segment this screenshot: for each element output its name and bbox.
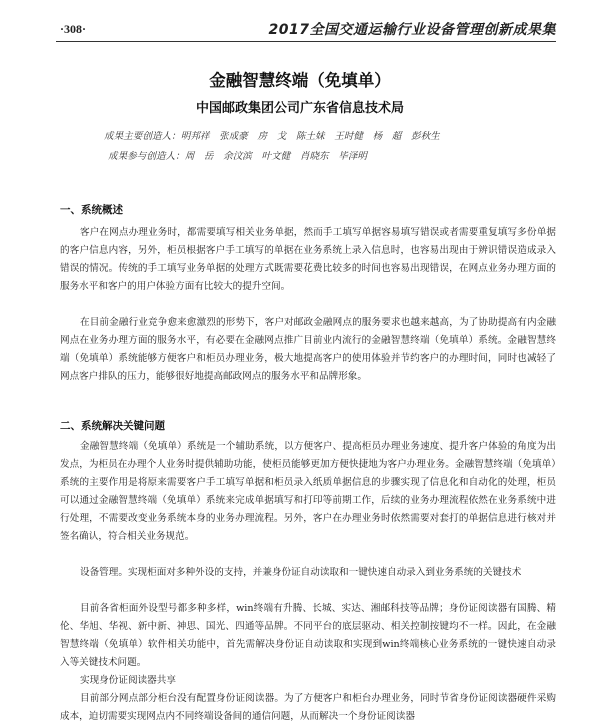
article-title: 金融智慧终端（免填单） bbox=[209, 71, 391, 90]
section-1-heading: 一、系统概述 bbox=[60, 204, 123, 216]
participants-label: 成果参与创造人： bbox=[108, 151, 185, 162]
section-2-paragraph-1: 金融智慧终端（免填单）系统是一个辅助系统，以方便客户、提高柜员办理业务速度、提升客户体验的角度为出发点，为柜员在办理个人业务时提供辅助功能，使柜员能够更加方便快捷地为客户办理业务。金融智慧终端（免填单）系统的主要作用是将原来需要客户手工填写单据和柜员录入纸质单据信息的步骤实现了信息化和自动化的处理，柜员可以通过金融智慧终端（免填单）系统来完成单据填写和打印等前期工作，后续的业务办理流程依然在业务系统中进行处理，不需要改变业务系统本身的业务办理流程。另外，客户在办理业务时依然需要对套打的单据信息进行核对并签名确认，符合相关业务规范。 bbox=[60, 441, 556, 542]
participants-line bbox=[104, 147, 556, 167]
header-rule bbox=[56, 41, 556, 42]
main-creators-label: 成果主要创造人： bbox=[104, 131, 181, 142]
main-creators-line bbox=[104, 127, 556, 147]
section-2-paragraph-5: 目前部分网点部分柜台没有配置身份证阅读器。为了方便客户和柜台办理业务，同时节省身份证阅读器硬件采购成本，迫切需要实现网点内不同终端设备间的通信问题，从而解决一个身份证阅读器 bbox=[60, 693, 556, 722]
article-organization: 中国邮政集团公司广东省信息技术局 bbox=[195, 101, 404, 116]
section-2-paragraph-2: 设备管理。实现柜面对多种外设的支持，并兼身份证自动读取和一键快速自动录入到业务系统的关键技术 bbox=[80, 567, 522, 578]
section-2-paragraph-3: 目前各省柜面外设型号都多种多样，win终端有升腾、长城、实达、湘邮科技等品牌；身份证阅读器有国腾、精伦、华旭、华视、新中新、神思、国光、四通等品牌。不同平台的底层驱动、相关控制按键均不一样。因此，在金融智慧终端（免填单）软件相关功能中，首先需解决身份证自动读取和实现到win终端核心业务系统的一键快速自动录入等关键技术问题。 bbox=[60, 603, 556, 668]
running-title: 2017全国交通运输行业设备管理创新成果集 bbox=[268, 22, 556, 38]
section-2-heading: 二、系统解决关键问题 bbox=[60, 420, 165, 432]
section-2-subheading: 实现身份证阅读器共享 bbox=[80, 675, 176, 686]
page-number: ·308· bbox=[60, 22, 87, 36]
section-1-paragraph-1: 客户在网点办理业务时，都需要填写相关业务单据，然而手工填写单据容易填写错误或者需要重复填写多份单据的客户信息内容，另外，柜员根据客户手工填写的单据在业务系统上录入信息时，也容易出现由于辨识错误造成录入错误的情况。传统的手工填写业务单据的处理方式既需要花费比较多的时间也容易出现错误，在网点业务办理方面的服务水平和客户的用户体验方面有比较大的提升空间。 bbox=[60, 227, 556, 292]
main-creators-names: 明邦祥 张成豪 房 戈 陈土妹 王时健 杨 超 彭秋生 bbox=[180, 131, 440, 142]
participants-names: 周 岳 余汶滨 叶文健 肖晓东 毕泽明 bbox=[184, 151, 368, 162]
section-1-paragraph-2: 在目前金融行业竞争愈来愈激烈的形势下，客户对邮政金融网点的服务要求也越来越高，为了协助提高有内金融网点在业务办理方面的服务水平，有必要在金融网点推广目前业内流行的金融智慧终端（免填单）系统。金融智慧终端（免填单）系统能够方便客户和柜员办理业务，极大地提高客户的使用体验并节约客户的办理时间，同时也减轻了网点客户排队的压力，能够很好地提高邮政网点的服务水平和品牌形象。 bbox=[60, 317, 556, 382]
creators-block bbox=[104, 127, 556, 167]
